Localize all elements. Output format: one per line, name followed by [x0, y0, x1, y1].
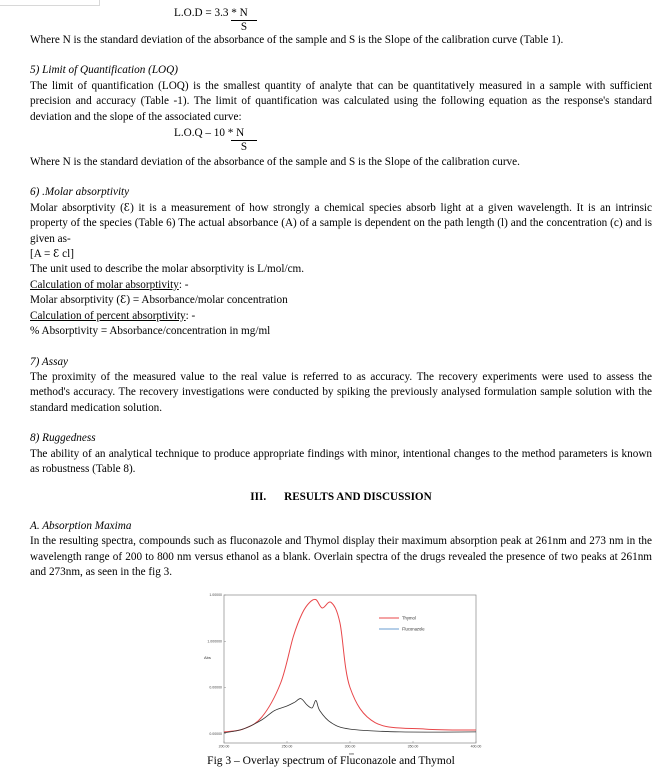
molar-unit: The unit used to describe the molar absorptivity is L/mol/cm.: [30, 263, 305, 276]
calc-percent-eq: % Absorptivity = Absorbance/concentration in mg/ml: [30, 325, 271, 338]
y-tick-label: 1.000000: [207, 639, 222, 644]
molar-heading: 6) .Molar absorptivity: [30, 186, 130, 199]
legend-label: Fluconazole: [402, 626, 425, 632]
calc-molar-line: [30, 278, 652, 293]
calc-molar-eq: Molar absorptivity (ꜫ) = Absorbance/molar concentration: [30, 294, 288, 307]
calc-molar-label: Calculation of molar absorptivity: [30, 278, 179, 291]
assay-heading: 7) Assay: [30, 355, 69, 368]
absorption-heading: A. Absorption Maxima: [30, 519, 132, 532]
lod-equation: [30, 0, 652, 33]
ruggedness-heading: 8) Ruggedness: [30, 432, 96, 445]
loq-equation: [30, 125, 652, 155]
calc-percent-label: Calculation of percent absorptivity: [30, 309, 186, 322]
ruggedness-body: The ability of an analytical technique to produce appropriate findings with minor, intentional changes to the method parameters is known as robustness (Table 8).: [30, 447, 652, 475]
y-tick-label: 0.00000: [209, 731, 222, 736]
y-tick-label: 0.00000: [209, 685, 222, 690]
y-tick-label: 1.00000: [209, 593, 222, 598]
assay-body: The proximity of the measured value to the real value is referred to as accuracy. The recovery experiments were used to assess the method's accuracy. The recovery investigations were conducted by spiking the previously analysed formulation sample solution with the standard medication solution.: [30, 370, 652, 414]
x-tick-label: 200.00: [218, 744, 230, 749]
x-tick-label: 300.00: [344, 744, 356, 749]
absorption-body: In the resulting spectra, compounds such as fluconazole and Thymol display their maximum absorption peak at 261nm and 273 nm in the wavelength range of 200 to 800 nm versus ethanol as a blank. Overlain spectra of the drugs revealed the presence of two peaks at 261nm and 273nm, as seen in the fig 3.: [30, 535, 652, 578]
x-tick-label: 350.00: [407, 744, 419, 749]
loq-equation-top: L.O.Q – 10 * N: [174, 127, 245, 140]
y-tick-labels: [207, 593, 226, 736]
molar-formula: [A = ꜫ cl]: [30, 248, 74, 261]
loq-body: The limit of quantification (LOQ) is the smallest quantity of analyte that can be quantitatively measured in a sample with sufficient precision and accuracy (Table -1). The limit of quantification was calculated using the following equation as the response's standard deviation and the slope of the associated curve:: [30, 79, 652, 123]
spectrum-chart: [198, 591, 483, 757]
section-heading: [30, 490, 652, 505]
y-axis-label: Abs: [204, 655, 211, 660]
calc-percent-line: [30, 309, 652, 324]
section-title: RESULTS AND DISCUSSION: [284, 491, 432, 504]
lod-where-text: Where N is the standard deviation of the absorbance of the sample and S is the Slope of the calibration curve (Table 1).: [30, 34, 564, 46]
x-axis-label: nm: [349, 752, 354, 756]
lod-equation-top: L.O.D = 3.3 * N: [174, 7, 248, 19]
plot-frame: [224, 595, 476, 743]
calc-percent-suffix: : -: [185, 309, 196, 322]
loq-where-text: Where N is the standard deviation of the absorbance of the sample and S is the Slope of the calibration curve.: [30, 156, 520, 169]
x-tick-label: 400.00: [470, 744, 482, 749]
legend-label: Thymol: [402, 615, 416, 621]
paper-page: [30, 0, 652, 580]
molar-body: Molar absorptivity (ꜫ) it is a measurement of how strongly a chemical species absorb light at a given wavelength. It is an intrinsic property of the species (Table 6) The actual absorbance (A) of a sample is dependent on the path length (l) and the concentration (c) and is given as-: [30, 201, 652, 245]
overlay-spectrum-figure: [198, 591, 483, 757]
x-tick-label: 250.00: [281, 744, 293, 749]
loq-equation-denominator: S: [231, 140, 257, 154]
lod-equation-denominator: S: [231, 20, 257, 34]
section-number: III.: [250, 491, 267, 504]
figure-caption: Fig 3 – Overlay spectrum of Fluconazole and Thymol: [207, 755, 455, 767]
loq-heading: 5) Limit of Quantification (LOQ): [30, 64, 178, 77]
calc-molar-suffix: : -: [178, 278, 189, 291]
